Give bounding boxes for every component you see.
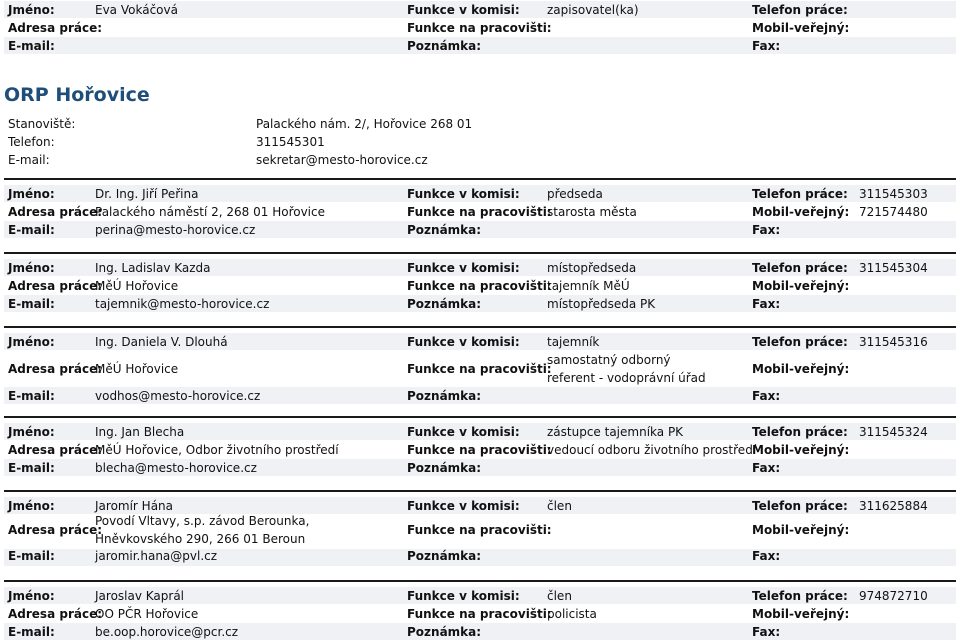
value-funkce: předseda xyxy=(547,187,603,201)
label-funkce: Funkce v komisi: xyxy=(407,187,520,201)
value-telefon: 311545303 xyxy=(859,187,928,201)
label-mobil: Mobil-veřejný: xyxy=(752,279,850,293)
label-mobil: Mobil-veřejný: xyxy=(752,443,850,457)
label-funkce: Funkce v komisi: xyxy=(407,589,520,603)
label-email: E-mail: xyxy=(8,549,55,563)
label-funkce: Funkce v komisi: xyxy=(407,261,520,275)
label-pracoviste: Funkce na pracovišti: xyxy=(407,607,552,621)
label-email: E-mail: xyxy=(8,461,55,475)
label-fax: Fax: xyxy=(752,297,781,311)
value-jmeno: Dr. Ing. Jiří Peřina xyxy=(95,187,199,201)
value-funkce: tajemník xyxy=(547,335,600,349)
label-pracoviste: Funkce na pracovišti: xyxy=(407,362,552,376)
office-stanoviste: Palackého nám. 2/, Hořovice 268 01 xyxy=(256,117,473,131)
label-jmeno: Jméno: xyxy=(8,3,55,17)
label-pracoviste: Funkce na pracovišti: xyxy=(407,279,552,293)
value-funkce: místopředseda xyxy=(547,261,637,275)
value-pracoviste: policista xyxy=(547,607,597,621)
value-email[interactable]: blecha@mesto-horovice.cz xyxy=(95,461,257,475)
label-poznamka: Poznámka: xyxy=(407,39,482,53)
record xyxy=(4,416,956,476)
value-adresa: OO PČR Hořovice xyxy=(95,607,199,621)
label-jmeno: Jméno: xyxy=(8,261,55,275)
value-funkce: člen xyxy=(547,499,572,513)
label-pracoviste: Funkce na pracovišti: xyxy=(407,21,552,35)
label-email: E-mail: xyxy=(8,389,55,403)
label-adresa: Adresa práce: xyxy=(8,279,103,293)
label-telefon: Telefon práce: xyxy=(752,499,848,513)
value-telefon: 311545304 xyxy=(859,261,928,275)
label-jmeno: Jméno: xyxy=(8,187,55,201)
label-poznamka: Poznámka: xyxy=(407,223,482,237)
record xyxy=(4,490,956,568)
label-funkce: Funkce v komisi: xyxy=(407,3,520,17)
label-jmeno: Jméno: xyxy=(8,589,55,603)
label-poznamka: Poznámka: xyxy=(407,625,482,639)
value-pracoviste: starosta města xyxy=(547,205,637,219)
value-poznamka: místopředseda PK xyxy=(547,297,656,311)
value-email[interactable]: tajemnik@mesto-horovice.cz xyxy=(95,297,270,311)
value-pracoviste: tajemník MěÚ xyxy=(547,279,630,293)
value-telefon: 311545316 xyxy=(859,335,928,349)
value-funkce: zástupce tajemníka PK xyxy=(547,425,684,439)
value-adresa: Povodí Vltavy, s.p. závod Berounka, Hněvkovského 290, 266 01 Beroun xyxy=(95,514,310,546)
label-telefon: Telefon práce: xyxy=(752,589,848,603)
value-jmeno: Jaromír Hána xyxy=(95,499,174,513)
label-adresa: Adresa práce: xyxy=(8,443,103,457)
office-stanoviste-label: Stanoviště: xyxy=(8,117,76,131)
value-email[interactable]: perina@mesto-horovice.cz xyxy=(95,223,256,237)
label-telefon: Telefon práce: xyxy=(752,425,848,439)
value-telefon: 311625884 xyxy=(859,499,928,513)
label-adresa: Adresa práce: xyxy=(8,21,103,35)
value-pracoviste: vedoucí odboru životního prostředí xyxy=(547,443,757,457)
label-pracoviste: Funkce na pracovišti: xyxy=(407,205,552,219)
label-jmeno: Jméno: xyxy=(8,499,55,513)
value-adresa: MěÚ Hořovice xyxy=(95,362,179,376)
label-fax: Fax: xyxy=(752,549,781,563)
label-telefon: Telefon práce: xyxy=(752,335,848,349)
value-telefon: 974872710 xyxy=(859,589,928,603)
value-adresa: MěÚ Hořovice, Odbor životního prostředí xyxy=(95,443,339,457)
label-telefon: Telefon práce: xyxy=(752,3,848,17)
value-funkce: člen xyxy=(547,589,572,603)
label-poznamka: Poznámka: xyxy=(407,549,482,563)
label-mobil: Mobil-veřejný: xyxy=(752,607,850,621)
label-adresa: Adresa práce: xyxy=(8,205,103,219)
label-adresa: Adresa práce: xyxy=(8,523,103,537)
value-pracoviste: samostatný odborný referent - vodoprávní úřad xyxy=(547,353,706,385)
label-fax: Fax: xyxy=(752,223,781,237)
label-jmeno: Jméno: xyxy=(8,425,55,439)
record xyxy=(4,252,956,312)
value-email[interactable]: vodhos@mesto-horovice.cz xyxy=(95,389,261,403)
value-email[interactable]: jaromir.hana@pvl.cz xyxy=(95,549,218,563)
office-title: ORP Hořovice xyxy=(4,84,150,106)
value-adresa: Palackého náměstí 2, 268 01 Hořovice xyxy=(95,205,325,219)
label-fax: Fax: xyxy=(752,625,781,639)
office-telefon-label: Telefon: xyxy=(8,135,55,149)
label-mobil: Mobil-veřejný: xyxy=(752,21,850,35)
label-adresa: Adresa práce: xyxy=(8,607,103,621)
label-funkce: Funkce v komisi: xyxy=(407,335,520,349)
label-telefon: Telefon práce: xyxy=(752,261,848,275)
record xyxy=(4,326,956,404)
label-email: E-mail: xyxy=(8,223,55,237)
record xyxy=(4,178,956,238)
label-fax: Fax: xyxy=(752,39,781,53)
label-mobil: Mobil-veřejný: xyxy=(752,523,850,537)
label-email: E-mail: xyxy=(8,625,55,639)
label-email: E-mail: xyxy=(8,39,55,53)
label-fax: Fax: xyxy=(752,461,781,475)
label-funkce: Funkce v komisi: xyxy=(407,425,520,439)
value-jmeno: Ing. Ladislav Kazda xyxy=(95,261,211,275)
value-jmeno: Eva Vokáčová xyxy=(95,3,178,17)
label-email: E-mail: xyxy=(8,297,55,311)
office-email[interactable]: sekretar@mesto-horovice.cz xyxy=(256,153,428,167)
label-pracoviste: Funkce na pracovišti: xyxy=(407,523,552,537)
value-funkce: zapisovatel(ka) xyxy=(547,3,639,17)
label-adresa: Adresa práce: xyxy=(8,362,103,376)
value-email[interactable]: be.oop.horovice@pcr.cz xyxy=(95,625,239,639)
label-telefon: Telefon práce: xyxy=(752,187,848,201)
value-mobil: 721574480 xyxy=(859,205,928,219)
office-telefon: 311545301 xyxy=(256,135,325,149)
value-adresa: MěÚ Hořovice xyxy=(95,279,179,293)
value-jmeno: Ing. Jan Blecha xyxy=(95,425,185,439)
record xyxy=(4,580,956,640)
label-mobil: Mobil-veřejný: xyxy=(752,205,850,219)
value-jmeno: Jaroslav Kaprál xyxy=(95,589,185,603)
value-jmeno: Ing. Daniela V. Dlouhá xyxy=(95,335,228,349)
office-email-label: E-mail: xyxy=(8,153,50,167)
label-mobil: Mobil-veřejný: xyxy=(752,362,850,376)
value-telefon: 311545324 xyxy=(859,425,928,439)
label-funkce: Funkce v komisi: xyxy=(407,499,520,513)
label-poznamka: Poznámka: xyxy=(407,461,482,475)
label-jmeno: Jméno: xyxy=(8,335,55,349)
label-poznamka: Poznámka: xyxy=(407,297,482,311)
label-pracoviste: Funkce na pracovišti: xyxy=(407,443,552,457)
label-poznamka: Poznámka: xyxy=(407,389,482,403)
label-fax: Fax: xyxy=(752,389,781,403)
